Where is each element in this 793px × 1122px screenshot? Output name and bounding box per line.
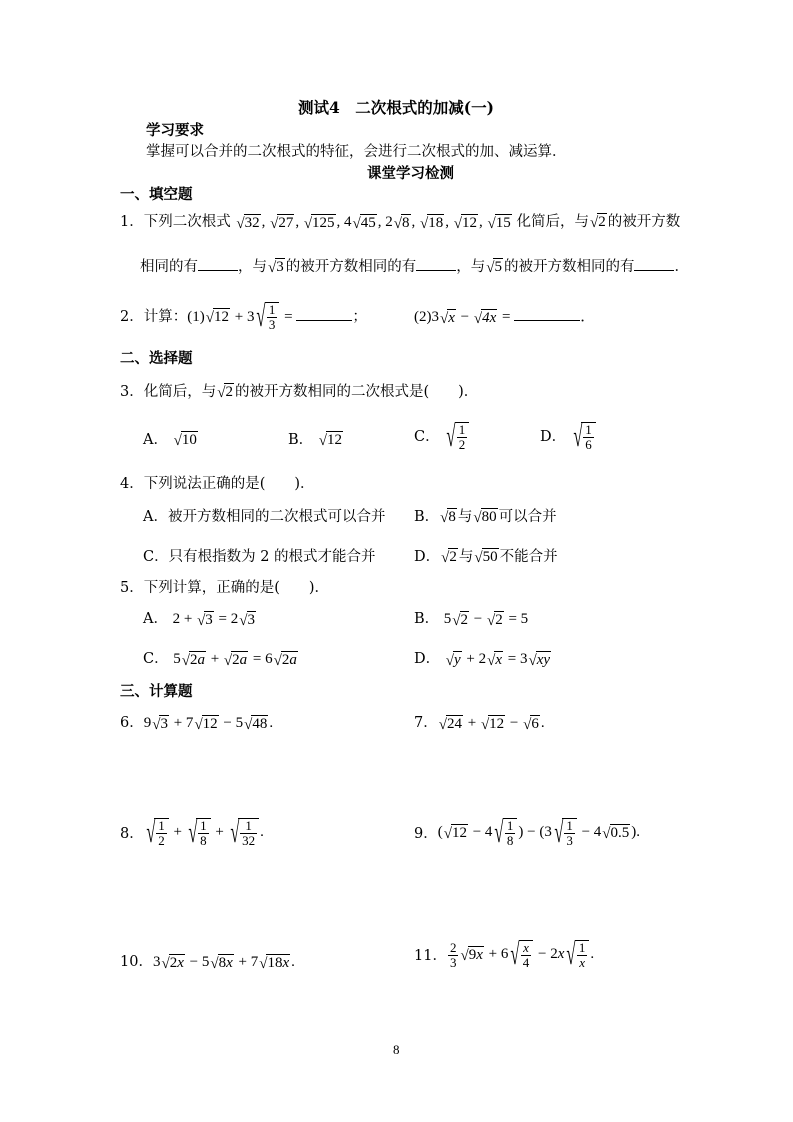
question-7: 7． √ 24 + √ 12 − √ 6 . [414, 715, 545, 733]
answer-blank[interactable] [514, 306, 580, 321]
question-6: 6．9 √ 3 + 7 √ 12 − 5 √ 48 . [120, 715, 274, 733]
question-2: 2．计算：(1) √ 12 + 3 √ $\frac{1}{3}$ = ； [120, 300, 367, 333]
question-4-option-d[interactable]: D． √ 2 与 √ 50 不能合并 [414, 549, 558, 566]
part3-heading: 三、计算题 [120, 683, 193, 700]
answer-blank[interactable] [198, 256, 238, 271]
answer-blank[interactable] [634, 256, 674, 271]
requirement-heading: 学习要求 [146, 122, 204, 139]
part1-heading: 一、填空题 [120, 186, 193, 203]
question-4: 4．下列说法正确的是( )． [120, 476, 315, 492]
question-8: 8． √ $\frac{1}{2}$ + √ $\frac{1}{8}$ + √ $\frac{1}{32}$ . [120, 816, 264, 849]
question-3: 3．化简后，与 √ 2 的被开方数相同的二次根式是( )． [120, 384, 479, 401]
question-11: 11． $\frac{2}{3}$ √ 9x + 6 √ $\frac{x}{4}$ − 2x √ $\frac{1}{x}$ . [414, 938, 595, 971]
question-5-option-b[interactable]: B． 5 √ 2 − √ 2 = 5 [414, 611, 529, 629]
question-5-option-d[interactable]: D． √ y + 2 √ x = 3 √ xy [414, 651, 551, 669]
question-2-part-2: (2)3 √ x − √ 4x = ． [414, 305, 595, 327]
question-5-option-c[interactable]: C． 5 √ 2a + √ 2a = 6 √ 2a [143, 651, 297, 669]
question-1-line-1: 1．下列二次根式 √ 32 , √ 27 , √ 125 , 4 √ 45 , 2 √ 8 , √ 18 , √ 12 , √ 15 化简后，与 √ 2 的被开方数 [120, 214, 681, 232]
part2-heading: 二、选择题 [120, 350, 193, 367]
section-heading: 课堂学习检测 [367, 165, 454, 182]
question-text: 下列二次根式 [143, 214, 231, 230]
answer-blank[interactable] [416, 256, 456, 271]
question-3-option-a[interactable]: A． √ 10 [143, 432, 197, 449]
question-4-option-c[interactable]: C．只有根指数为 2 的根式才能合并 [143, 549, 376, 565]
question-5-option-a[interactable]: A． 2 + √ 3 = 2 √ 3 [143, 611, 255, 629]
question-10: 10．3 √ 2x − 5 √ 8x + 7 √ 18x . [120, 954, 295, 972]
radical-list: √ 32 , √ 27 , √ 125 , 4 √ 45 , 2 √ 8 , √ 18 , √ 12 , √ 15 [236, 214, 511, 232]
answer-blank[interactable] [296, 306, 352, 321]
question-5: 5．下列计算，正确的是( )． [120, 580, 330, 596]
question-number: 1． [120, 214, 144, 230]
question-4-option-a[interactable]: A．被开方数相同的二次根式可以合并 [143, 509, 386, 525]
question-4-option-b[interactable]: B． √ 8 与 √ 80 可以合并 [414, 509, 557, 526]
page-number: 8 [393, 1042, 400, 1057]
question-3-option-b[interactable]: B． √ 12 [288, 432, 342, 449]
question-3-option-d[interactable]: D． √ $\frac{1}{6}$ [540, 422, 597, 452]
page-title: 测试4 二次根式的加减(一) [298, 98, 494, 117]
question-1-line-2: 相同的有 ，与 √ 3 的被开方数相同的有 ，与 √ 5 的被开方数相同的有 ． [140, 255, 689, 276]
requirement-text: 掌握可以合并的二次根式的特征，会进行二次根式的加、减运算． [146, 144, 567, 160]
question-3-option-c[interactable]: C． √ $\frac{1}{2}$ [414, 422, 470, 452]
question-9: 9．( √ 12 − 4 √ $\frac{1}{8}$ ) − (3 √ $\frac{1}{3}$ − 4 √ 0.5 ). [414, 816, 641, 849]
